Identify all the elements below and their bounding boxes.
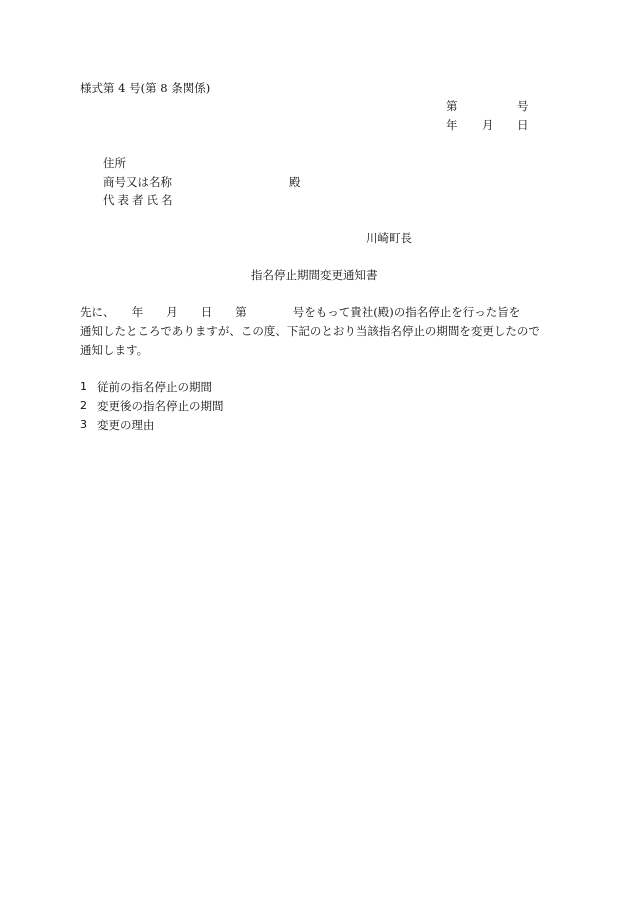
item-number: 3	[80, 418, 87, 431]
date-month-label: 月	[482, 118, 494, 132]
item-list	[80, 380, 224, 437]
form-number: 様式第 4 号(第 8 条関係)	[80, 81, 211, 95]
recipient-honorific: 殿	[289, 175, 301, 189]
recipient-name-label: 商号又は名称	[103, 175, 172, 189]
item-label: 変更の理由	[97, 418, 155, 432]
recipient-address-label: 住所	[103, 156, 126, 170]
list-item	[80, 399, 224, 418]
sender-name: 川崎町長	[366, 231, 412, 245]
body-line-2: 通知したところでありますが、この度、下記のとおり当該指名停止の期間を変更したので	[80, 324, 540, 338]
representative-label: 代表者氏名	[103, 193, 176, 207]
item-label: 変更後の指名停止の期間	[97, 399, 224, 413]
date-year-label: 年	[446, 118, 458, 132]
document-title: 指名停止期間変更通知書	[251, 268, 378, 282]
date-day-label: 日	[517, 118, 529, 132]
body-line-3: 通知します。	[80, 343, 149, 357]
list-item	[80, 418, 224, 437]
list-item	[80, 380, 224, 399]
doc-number-prefix: 第	[446, 99, 458, 113]
item-number: 1	[80, 380, 87, 393]
doc-number-suffix: 号	[517, 99, 529, 113]
item-label: 従前の指名停止の期間	[97, 380, 212, 394]
body-line-1: 先に、 年 月 日 第 号をもって貴社(殿)の指名停止を行った旨を	[80, 305, 521, 319]
item-number: 2	[80, 399, 87, 412]
